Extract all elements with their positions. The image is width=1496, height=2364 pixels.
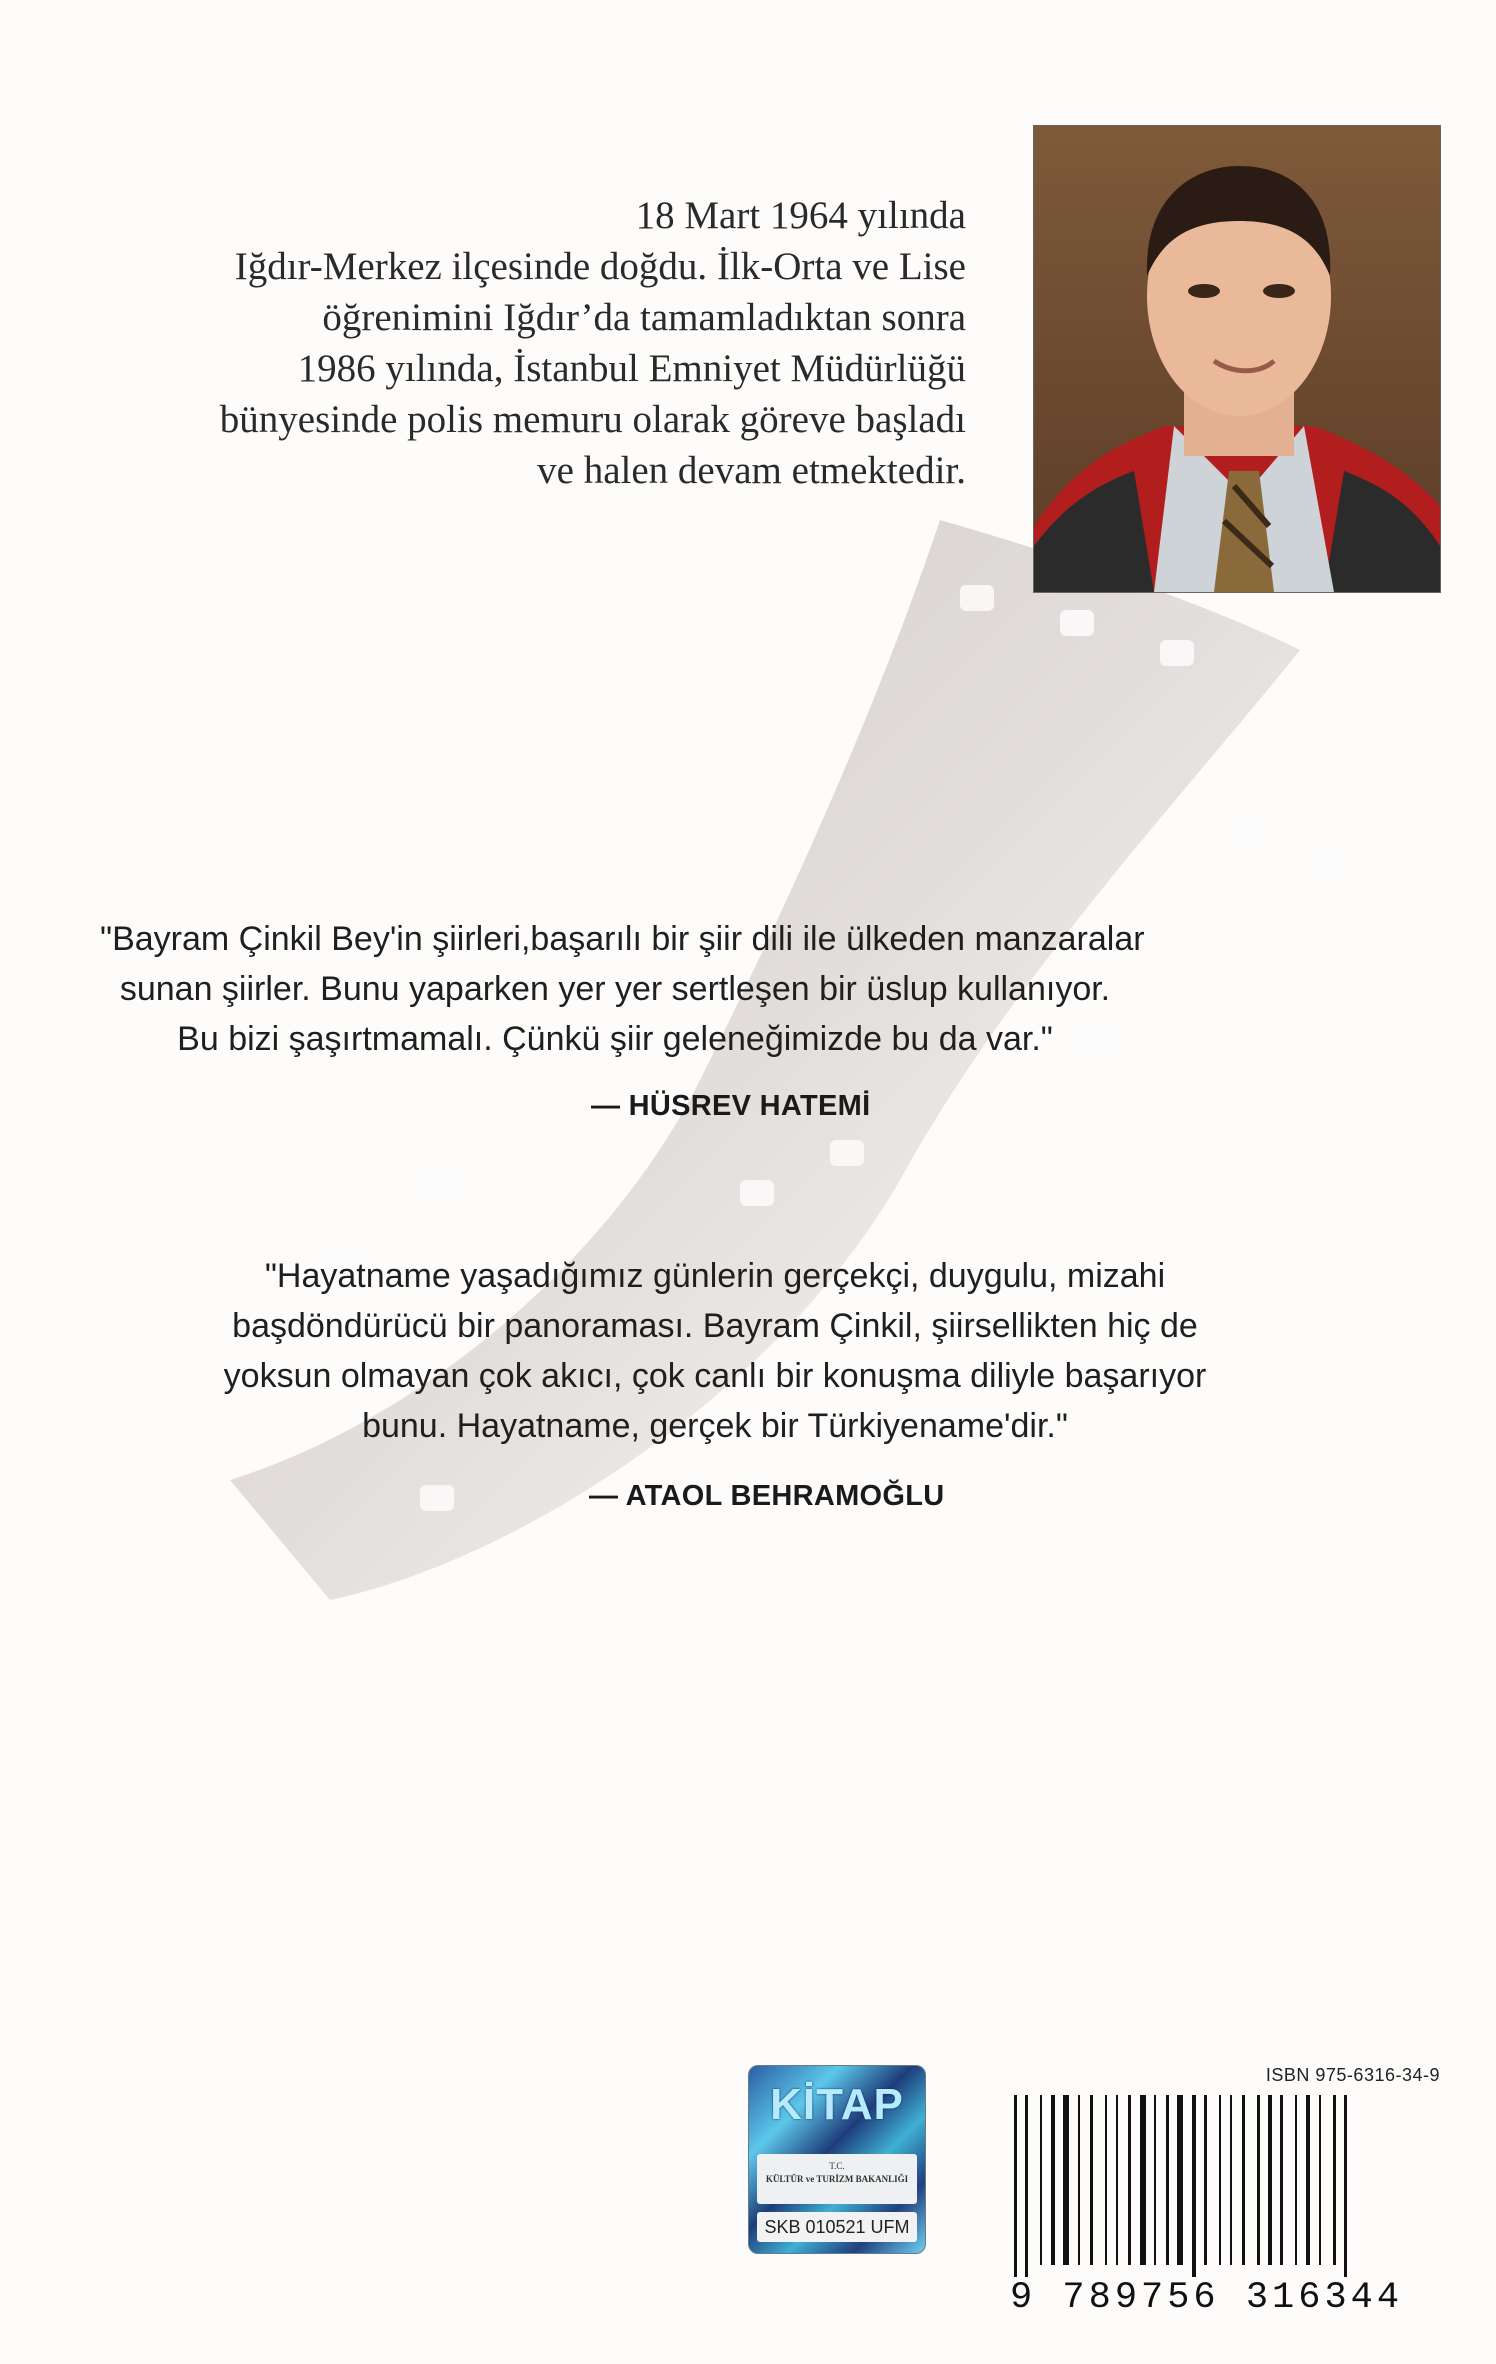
bio-line: öğrenimini Iğdır’da tamamladıktan sonra (322, 296, 966, 339)
bio-line: bünyesinde polis memuru olarak göreve başladı (219, 398, 966, 441)
sticker-org-line: KÜLTÜR ve TURİZM BAKANLIĞI (765, 2174, 909, 2184)
author-bio (90, 190, 966, 496)
quote-line: bunu. Hayatname, gerçek bir Türkiyename'dir." (362, 1407, 1068, 1445)
sticker-code: SKB 010521 UFM (757, 2212, 917, 2242)
quote-line: yoksun olmayan çok akıcı, çok canlı bir konuşma diliyle başarıyor (223, 1357, 1207, 1395)
sticker-word: KİTAP (770, 2080, 904, 2129)
hologram-sticker (748, 2065, 926, 2254)
quote-block (100, 914, 1145, 1064)
quote-line: "Bayram Çinkil Bey'in şiirleri,başarılı bir şiir dili ile ülkeden manzaralar (100, 920, 1145, 958)
bio-line: 1986 yılında, İstanbul Emniyet Müdürlüğü (297, 347, 966, 390)
bio-line: ve halen devam etmektedir. (537, 449, 966, 492)
quote-block (100, 1251, 1330, 1451)
bio-line: 18 Mart 1964 yılında (635, 194, 966, 237)
quote-line: "Hayatname yaşadığımız günlerin gerçekçi, duygulu, mizahi (264, 1257, 1166, 1295)
sticker-panel (757, 2154, 917, 2204)
barcode-bars (1014, 2095, 1438, 2277)
bio-line: Iğdır-Merkez ilçesinde doğdu. İlk-Orta ve Lise (234, 245, 966, 288)
sticker-org-line: T.C. (829, 2161, 845, 2171)
barcode-area (1010, 2065, 1440, 2345)
isbn-label: ISBN 975-6316-34-9 (1265, 2065, 1440, 2085)
author-photo (1033, 125, 1441, 593)
quote-attribution: — HÜSREV HATEMİ (591, 1090, 871, 1122)
barcode-digits: 9 789756 316344 (1010, 2277, 1404, 2319)
quote-line: sunan şiirler. Bunu yaparken yer yer sertleşen bir üslup kullanıyor. (119, 970, 1111, 1008)
quote-line: Bu bizi şaşırtmamalı. Çünkü şiir geleneğimizde bu da var." (177, 1020, 1053, 1058)
quote-line: başdöndürücü bir panoraması. Bayram Çinkil, şiirsellikten hiç de (232, 1307, 1198, 1345)
quote-attribution: — ATAOL BEHRAMOĞLU (589, 1480, 945, 1512)
